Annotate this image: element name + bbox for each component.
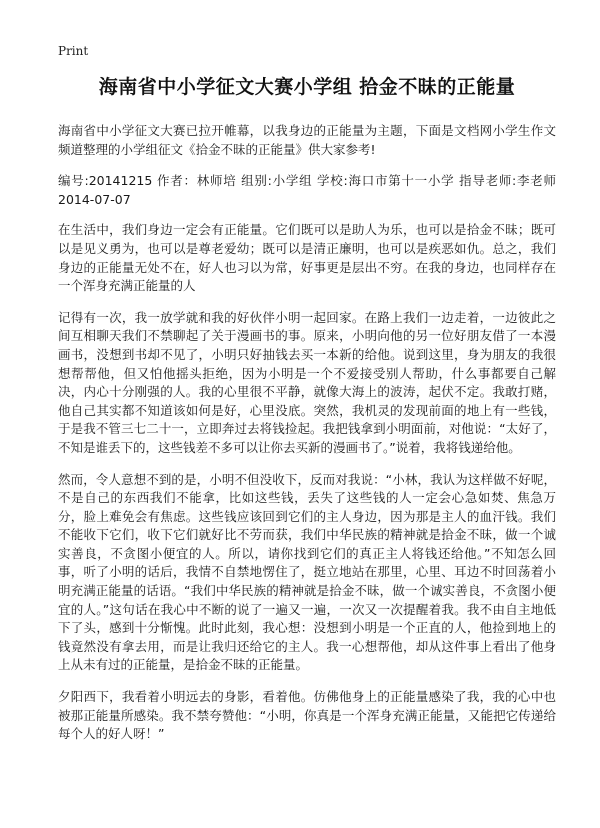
article-paragraph-2: 记得有一次，我一放学就和我的好伙伴小明一起回家。在路上我们一边走着，一边彼此之间互相聊天我们不禁聊起了关于漫画书的事。原来，小明向他的另一位好朋友借了一本漫画书，没想到书却不见了，小明只好抽钱去买一本新的给他。说到这里，身为朋友的我很想帮帮他，但又怕他摇头拒绝，因为小明是一个不爱接受别人帮助，什么事都要自己解决，内心十分刚强的人。我的心里很不平静，就像大海上的波涛，起伏不定。我敢打赌，他自己其实都不知道该如何是好，心里没底。突然，我机灵的发现前面的地上有一些钱，于是我不管三七二十一，立即奔过去将钱捡起。我把钱拿到小明面前，对他说：“太好了，不知是谁丢下的，这些钱差不多可以让你去买新的漫画书了。”说着，我将钱递给他。	[58, 309, 556, 455]
article-title: 海南省中小学征文大赛小学组 拾金不昧的正能量	[98, 76, 516, 98]
article-paragraph-1: 在生活中，我们身边一定会有正能量。它们既可以是助人为乐，也可以是拾金不昧；既可以是见义勇为，也可以是尊老爱幼；既可以是清正廉明，也可以是疾恶如仇。总之，我们身边的正能量无处不在，好人也习以为常，好事更是层出不穷。在我的身边，也同样存在一个浑身充满正能量的人	[58, 222, 556, 294]
article-paragraph-4: 夕阳西下，我看着小明远去的身影，看着他。仿佛他身上的正能量感染了我，我的心中也被那正能量所感染。我不禁夸赞他：“小明，你真是一个浑身充满正能量，又能把它传递给每个人的好人呀！”	[58, 689, 556, 742]
article-paragraph-3: 然而，令人意想不到的是，小明不但没收下，反而对我说：“小林，我认为这样做不好呢，不是自己的东西我们不能拿，比如这些钱，丢失了这些钱的人一定会心急如焚、焦急万分，脸上难免会有焦虑。这些钱应该回到它们的主人身边，因为那是主人的血汗钱。我们不能收下它们，收下它们就好比不劳而获，我们中华民族的精神就是拾金不昧，做一个诚实善良，不贪图小便宜的人。所以，请你找到它们的真正主人将钱还给他。”不知怎么回事，听了小明的话后，我情不自禁地愣住了，挺立地站在那里，心里、耳边不时回荡着小明充满正能量的话语。“我们中华民族的精神就是拾金不昧，做一个诚实善良，不贪图小便宜的人。”这句话在我心中不断的说了一遍又一遍，一次又一次提醒着我。我不由自主地低下了头，感到十分惭愧。此时此刻，我心想：没想到小明是一个正直的人，他捡到地上的钱竟然没有拿去用，而是让我归还给它的主人。我一心想帮他，却从这件事上看出了他身上从未有过的正能量，是拾金不昧的正能量。	[58, 471, 556, 673]
article-intro: 海南省中小学征文大赛已拉开帷幕，以我身边的正能量为主题，下面是文档网小学生作文频道整理的小学组征文《拾金不昧的正能量》供大家参考!	[58, 123, 556, 157]
print-link[interactable]: Print	[58, 44, 89, 58]
article-meta: 编号:20141215 作者：林师培 组别:小学组 学校:海口市第十一小学 指导老师:李老师 2014-07-07	[58, 173, 556, 207]
